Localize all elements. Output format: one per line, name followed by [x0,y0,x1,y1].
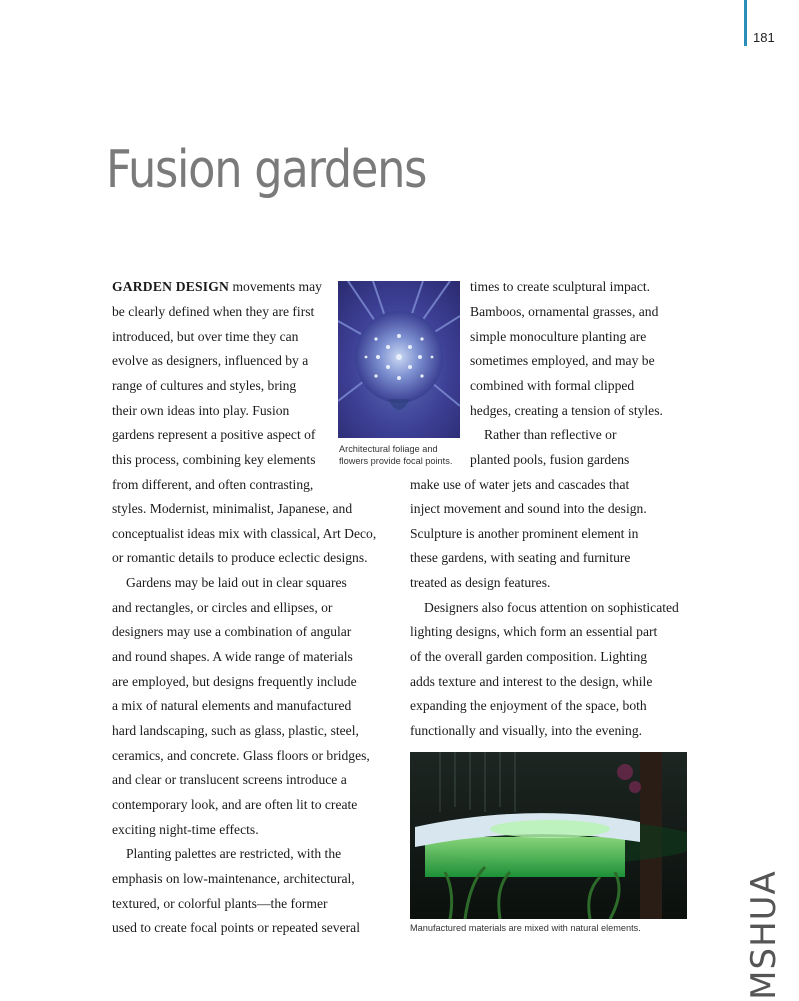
body-line: Gardens may be laid out in clear squares [126,575,347,590]
body-line: ceramics, and concrete. Glass floors or bridges, [112,748,370,763]
body-line: used to create focal points or repeated several [112,920,360,935]
body-line: textured, or colorful plants—the former [112,896,328,911]
thistle-caption-line: Architectural foliage and [339,444,438,454]
body-line [112,278,322,296]
garden-caption: Manufactured materials are mixed with natural elements. [410,923,641,933]
body-line: gardens represent a positive aspect of [112,427,316,442]
body-line: times to create sculptural impact. [470,279,651,294]
body-line: treated as design features. [410,575,551,590]
thistle-caption-line: flowers provide focal points. [339,456,453,466]
body-line: Designers also focus attention on sophisticated [424,600,679,615]
body-line: introduced, but over time they can [112,329,299,344]
body-line: hedges, creating a tension of styles. [470,403,663,418]
body-line: are employed, but designs frequently include [112,674,357,689]
body-line: a mix of natural elements and manufactured [112,698,352,713]
body-line: lighting designs, which form an essential part [410,624,658,639]
body-line: and round shapes. A wide range of materials [112,649,353,664]
body-line: these gardens, with seating and furniture [410,550,631,565]
body-line: from different, and often contrasting, [112,477,314,492]
body-line: make use of water jets and cascades that [410,477,630,492]
body-line: their own ideas into play. Fusion [112,403,290,418]
body-line: conceptualist ideas mix with classical, Art Deco, [112,526,377,541]
body-line: or romantic details to produce eclectic designs. [112,550,368,565]
body-line: be clearly defined when they are first [112,304,315,319]
body-line: emphasis on low-maintenance, architectural, [112,871,355,886]
body-line: and clear or translucent screens introduce a [112,772,347,787]
body-line: sometimes employed, and may be [470,353,655,368]
body-line: inject movement and sound into the design. [410,501,647,516]
body-line: Bamboos, ornamental grasses, and [470,304,659,319]
body-line: this process, combining key elements [112,452,316,467]
body-line-text: movements may [229,279,322,294]
body-line: Planting palettes are restricted, with the [126,846,342,861]
page-rule [744,0,747,46]
body-line: contemporary look, and are often lit to create [112,797,358,812]
body-line: evolve as designers, influenced by a [112,353,309,368]
body-line: designers may use a combination of angular [112,624,352,639]
body-line: expanding the enjoyment of the space, both [410,698,647,713]
body-line: and rectangles, or circles and ellipses, or [112,600,333,615]
body-line: hard landscaping, such as glass, plastic, steel, [112,723,359,738]
body-line: planted pools, fusion gardens [470,452,630,467]
page-title: Fusion gardens [106,140,427,200]
body-line: adds texture and interest to the design, while [410,674,653,689]
body-line: styles. Modernist, minimalist, Japanese, and [112,501,353,516]
body-line: of the overall garden composition. Lighting [410,649,648,664]
side-label [732,870,796,1000]
page-number: 181 [753,30,775,45]
body-line: exciting night-time effects. [112,822,259,837]
body-line: functionally and visually, into the evening. [410,723,643,738]
side-label-text: MSHUA [744,870,784,1000]
garden-photo [410,752,687,919]
thistle-photo [338,281,460,438]
body-line: Rather than reflective or [484,427,617,442]
body-line: range of cultures and styles, bring [112,378,297,393]
body-line: combined with formal clipped [470,378,635,393]
lead-in: GARDEN DESIGN [112,279,230,294]
body-line: Sculpture is another prominent element in [410,526,639,541]
body-line: simple monoculture planting are [470,329,647,344]
